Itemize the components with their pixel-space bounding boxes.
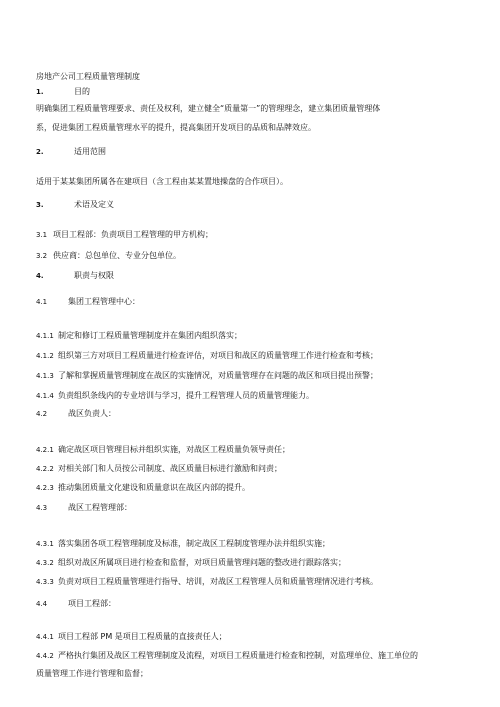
section-3-heading: 术语及定义 (74, 200, 114, 209)
item-4-3-1-text: 落实集团各项工程管理制度及标准，制定战区工程制度管理办法并组织实施； (58, 539, 330, 548)
subsection-4-2-heading: 战区负责人： (68, 409, 116, 418)
item-4-2-2-text: 对相关部门和人员按公司制度、战区质量目标进行激励和问责； (58, 464, 282, 473)
item-4-1-4-number: 4.1.4 (36, 392, 54, 400)
item-3-2-number: 3.2 (36, 252, 48, 260)
document-title: 房地产公司工程质量管理制度 (36, 72, 140, 81)
section-2-heading: 适用范围 (74, 147, 106, 156)
section-4-heading: 职责与权限 (74, 271, 114, 280)
item-3-1-number: 3.1 (36, 231, 48, 239)
section-1-number: 1. (36, 88, 44, 96)
item-4-4-2-number: 4.4.2 (36, 652, 54, 660)
item-4-1-2-number: 4.1.2 (36, 352, 54, 360)
subsection-4-4-heading: 项目工程部： (68, 599, 116, 608)
subsection-4-1-number: 4.1 (36, 298, 48, 306)
subsection-4-1-heading: 集团工程管理中心： (68, 297, 140, 306)
item-4-1-1-number: 4.1.1 (36, 332, 54, 340)
item-4-4-2-continuation: 质量管理工作进行管理和监督； (36, 669, 148, 678)
subsection-4-3-heading: 战区工程管理部： (68, 503, 132, 512)
section-2-paragraph: 适用于某某集团所属各在建项目（含工程由某某置地操盘的合作项目）。 (36, 177, 288, 186)
item-4-4-1-text: 项目工程部 PM 是项目工程质量的直接责任人； (58, 632, 227, 641)
item-4-1-3-number: 4.1.3 (36, 372, 54, 380)
subsection-4-2-number: 4.2 (36, 410, 48, 418)
item-4-3-3-number: 4.3.3 (36, 578, 54, 586)
item-4-2-1-text: 确定战区项目管理目标并组织实施，对战区工程质量负领导责任； (58, 445, 290, 454)
item-4-3-1-number: 4.3.1 (36, 540, 54, 548)
item-4-2-3-text: 推动集团质量文化建设和质量意识在战区内部的提升。 (58, 483, 250, 492)
item-4-2-3-number: 4.2.3 (36, 484, 54, 492)
section-2-number: 2. (36, 148, 44, 156)
section-4-number: 4. (36, 272, 44, 280)
section-3-number: 3. (36, 201, 44, 209)
section-1-paragraph-line-1: 明确集团工程质量管理要求、责任及权利，建立健全“质量第一”的管理理念，建立集团质量管理体 (36, 104, 381, 113)
item-4-3-3-text: 负责对项目工程质量管理进行指导、培训，对战区工程管理人员和质量管理情况进行考核。 (58, 577, 378, 586)
item-4-1-3-text: 了解和掌握质量管理制度在战区的实施情况，对质量管理存在问题的战区和项目提出预警； (58, 371, 378, 380)
section-1-paragraph-line-2: 系，促进集团工程质量管理水平的提升，提高集团开发项目的品质和品牌效应。 (36, 123, 316, 132)
item-4-3-2-text: 组织对战区所属项目进行检查和监督，对项目质量管理问题的整改进行跟踪落实； (58, 558, 346, 567)
item-3-2-text: 供应商：总包单位、专业分包单位。 (53, 251, 181, 260)
item-4-4-1-number: 4.4.1 (36, 633, 54, 641)
item-4-1-4-text: 负责组织条线内的专业培训与学习，提升工程管理人员的质量管理能力。 (58, 391, 314, 400)
item-4-1-1-text: 制定和修订工程质量管理制度并在集团内组织落实； (58, 331, 242, 340)
item-3-1-text: 项目工程部：负责项目工程管理的甲方机构； (53, 230, 213, 239)
item-4-4-2-text: 严格执行集团及战区工程管理制度及流程，对项目工程质量进行检查和控制，对监理单位、施工单位的 (58, 651, 418, 660)
subsection-4-4-number: 4.4 (36, 600, 48, 608)
item-4-1-2-text: 组织第三方对项目工程质量进行检查评估，对项目和战区的质量管理工作进行检查和考核； (58, 351, 378, 360)
item-4-3-2-number: 4.3.2 (36, 559, 54, 567)
subsection-4-3-number: 4.3 (36, 504, 48, 512)
item-4-2-2-number: 4.2.2 (36, 465, 54, 473)
item-4-2-1-number: 4.2.1 (36, 446, 54, 454)
section-1-heading: 目的 (74, 87, 90, 96)
